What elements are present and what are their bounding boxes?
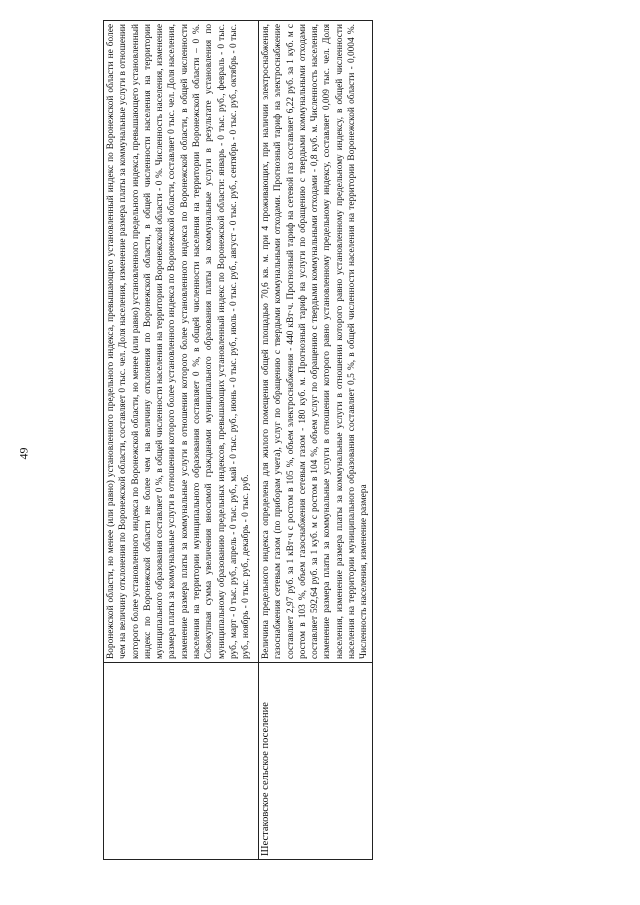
settlement-name-cell: Шестаковское сельское поселение <box>259 663 373 860</box>
tariff-table <box>103 20 373 860</box>
page-number: 49 <box>16 447 31 460</box>
description-cell: Величина предельного индекса определена для жилого помещения общей площадью 70,6 кв. м. при 4 проживающих, при наличии электроснабжения, газоснабжения сетевым газом (по приборам учета), услуг по обращению с твердыми коммунальными отходами. Прогнозный тариф на электроснабжение составляет 2,97 руб. за 1 кВт·ч с ростом в 105 %, объем электроснабжения - 440 кВт·ч. Прогнозный тариф на сетевой газ составляет 6,22 руб. за 1 куб. м с ростом в 103 %, объем газоснабжения сетевым газом - 180 куб. м. Прогнозный тариф на услуги по обращению с твердыми коммунальными отходами составляет 592,64 руб. за 1 куб. м с ростом в 104 %, объем услуг по обращению с твердыми коммунальными отходами - 0,8 куб. м. Численность населения, изменение размера платы за коммунальные услуги в отношении которого равно установленному предельному индексу, составляет 0,009 тыс. чел. Доля населения, изменение размера платы за коммунальные услуги в отношении которого равно установленному предельному индексу, в общей численности населения на территории муниципального образования составляет 0,5 %, в общей численности населения на территории Воронежской области - 0,0004 %. Численность населения, изменение размера <box>259 21 373 663</box>
table-row <box>104 21 259 860</box>
settlement-name-cell <box>104 663 259 860</box>
rotated-table-sheet <box>103 20 370 860</box>
table-row <box>259 21 373 860</box>
description-cell: Воронежской области, но менее (или равно) установленного предельного индекса, превышающего установленный индекс по Воронежской области не более чем на величину отклонения по Воронежской области, составляет 0 тыс. чел. Доля населения, изменение размера платы за коммунальные услуги в отношении которого более установленного индекса по Воронежской области, но менее (или равно) установленного предельного индекса, превышающего установленный индекс по Воронежской области не более чем на величину отклонения по Воронежской области, в общей численности населения на территории муниципального образования составляет 0 %, в общей численности населения на территории Воронежской области - 0 %. Численность населения, изменение размера платы за коммунальные услуги в отношении которого более установленного индекса по Воронежской области, составляет 0 тыс. чел. Доля населения, изменение размера платы за коммунальные услуги в отношении которого более установленного индекса по Воронежской области, в общей численности населения на территории муниципального образования составляет 0 %, в общей численности населения на территории Воронежской области – 0 %. Совокупная сумма увеличения вносимой гражданами муниципального образования платы за коммунальные услуги в результате установления по муниципальному образованию предельных индексов, превышающих установленный индекс по Воронежской области: январь - 0 тыс. руб., февраль - 0 тыс. руб., март - 0 тыс. руб., апрель - 0 тыс. руб., май - 0 тыс. руб., июнь - 0 тыс. руб., июль - 0 тыс. руб., август - 0 тыс. руб., сентябрь - 0 тыс. руб., октябрь - 0 тыс. руб., ноябрь - 0 тыс. руб., декабрь - 0 тыс. руб. <box>104 21 259 663</box>
